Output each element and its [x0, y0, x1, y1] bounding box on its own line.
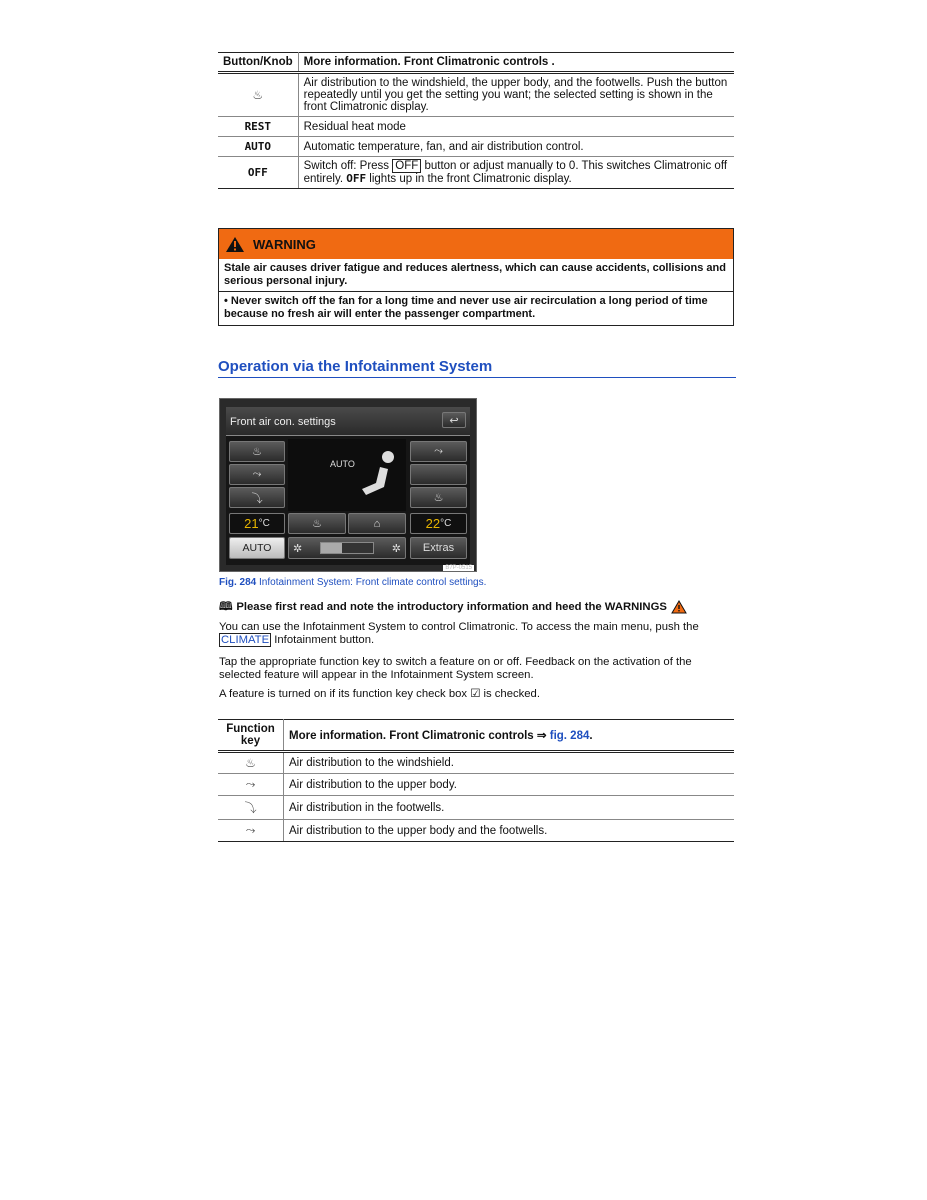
row-text: Switch off: Press OFF button or adjust manually to 0. This switches Climatronic off entirely. OFF lights up in the front Climatronic display.	[298, 157, 734, 189]
upper-body-footwell-air-icon: ⤳	[434, 445, 443, 457]
upper-body-air-icon: ⤳	[245, 777, 256, 791]
warning-small-icon	[671, 600, 687, 614]
temp-right[interactable]: 22 °C	[410, 513, 467, 534]
read-note: 🕮 Please first read and note the introductory information and heed the WARNINGS	[219, 600, 729, 614]
table-row	[218, 73, 734, 117]
windshield-air-button[interactable]	[229, 441, 285, 462]
fan-speed-control[interactable]	[288, 537, 406, 559]
windshield-defrost-icon: ⌂	[373, 517, 381, 530]
book-icon: 🕮	[219, 600, 233, 613]
temp-left[interactable]: 21 °C	[229, 513, 285, 534]
figure-link[interactable]: fig. 284	[549, 730, 590, 742]
front-defrost-button[interactable]	[348, 513, 406, 534]
upper-body-footwell-air-icon: ⤳	[245, 823, 256, 837]
table-row: ⤳ Air distribution to the upper body.	[218, 774, 734, 796]
fan-low-icon: ✲	[293, 542, 303, 555]
paragraph-checkbox: A feature is turned on if its function key check box ☑ is checked.	[219, 688, 540, 700]
table-row	[218, 117, 734, 137]
climate-button-label: CLIMATE	[221, 634, 270, 646]
rear-defrost-button[interactable]	[410, 487, 467, 508]
empty-button	[410, 464, 467, 485]
table-row	[218, 137, 734, 157]
checkbox-icon: ☑	[470, 688, 481, 700]
figure-code: B7P-0515	[445, 565, 472, 571]
rest-label: REST	[244, 120, 272, 133]
fan-speed-slider[interactable]	[320, 542, 374, 554]
table-row: ⤳ Air distribution to the upper body and the footwells.	[218, 820, 734, 842]
infotainment-screen-figure	[219, 398, 477, 572]
paragraph-tap: Tap the appropriate function key to switch a feature on or off. Feedback on the activation of the selected feature will appear in the Infotainment System screen.	[219, 656, 692, 681]
footwell-air-icon: ⤵	[244, 801, 257, 815]
auto-button[interactable]: AUTO	[229, 537, 285, 559]
footwell-air-icon: ⤵	[251, 492, 263, 505]
warning-box	[218, 228, 734, 326]
warning-text: Stale air causes driver fatigue and reduces alertness, which can cause accidents, collisions and serious personal injury.	[224, 262, 726, 287]
upper-body-footwell-air-button[interactable]	[410, 441, 467, 462]
back-button[interactable]	[442, 412, 466, 428]
auto-label: AUTO	[244, 140, 272, 153]
extras-button[interactable]: Extras	[410, 537, 467, 559]
column-header-info: More information. Front Climatronic controls ⇒ fig. 284.	[284, 720, 735, 752]
warning-title: WARNING	[253, 236, 316, 252]
off-inline: OFF	[346, 172, 367, 185]
warning-bullet: • Never switch off the fan for a long time and never use air recirculation a long period of time because no fresh air will enter the passenger compartment.	[219, 291, 733, 321]
column-header-function-key: Function key	[218, 720, 284, 752]
off-label: OFF	[247, 166, 268, 179]
fan-high-icon: ✲	[391, 542, 401, 555]
row-text: Residual heat mode	[298, 117, 734, 137]
seat-heat-icon: ♨	[312, 518, 322, 530]
warning-header	[219, 229, 733, 259]
footwell-air-button[interactable]	[229, 487, 285, 508]
column-header-info: More information. Front Climatronic controls .	[298, 53, 734, 73]
upper-body-air-button[interactable]	[229, 464, 285, 485]
table-row: ⤵ Air distribution in the footwells.	[218, 796, 734, 820]
windshield-air-icon: ♨	[252, 446, 262, 458]
seat-display	[288, 439, 406, 511]
defrost-icon: ♨	[433, 492, 444, 504]
table-row: ♨ Air distribution to the windshield.	[218, 752, 734, 774]
warning-triangle-icon	[225, 236, 245, 253]
back-arrow-icon: ↩	[449, 414, 459, 427]
row-text: Automatic temperature, fan, and air distribution control.	[298, 137, 734, 157]
auto-mode-label: AUTO	[330, 459, 355, 469]
climatronic-controls-table	[218, 52, 734, 189]
windshield-air-icon: ♨	[245, 756, 256, 770]
seat-heat-button[interactable]	[288, 513, 346, 534]
column-header-button: Button/Knob	[218, 53, 298, 73]
paragraph-access: You can use the Infotainment System to control Climatronic. To access the main menu, push the CLIMATE Infotainment button.	[219, 621, 699, 646]
upper-body-air-icon: ⤳	[252, 468, 262, 480]
row-text: Air distribution to the windshield, the upper body, and the footwells. Push the button repeatedly until you get the setting you want; the selected setting is shown in the front Climatronic display.	[298, 73, 734, 117]
off-key-box: OFF	[392, 159, 421, 173]
section-title: Operation via the Infotainment System	[218, 358, 736, 378]
screen-title: Front air con. settings	[230, 416, 336, 428]
air-distribution-all-icon: ♨	[252, 88, 264, 102]
screen-title-bar	[226, 407, 470, 436]
seat-icon	[358, 449, 398, 501]
figure-caption: Fig. 284 Infotainment System: Front climate control settings.	[219, 577, 487, 588]
table-row	[218, 157, 734, 189]
function-key-table	[218, 719, 734, 842]
